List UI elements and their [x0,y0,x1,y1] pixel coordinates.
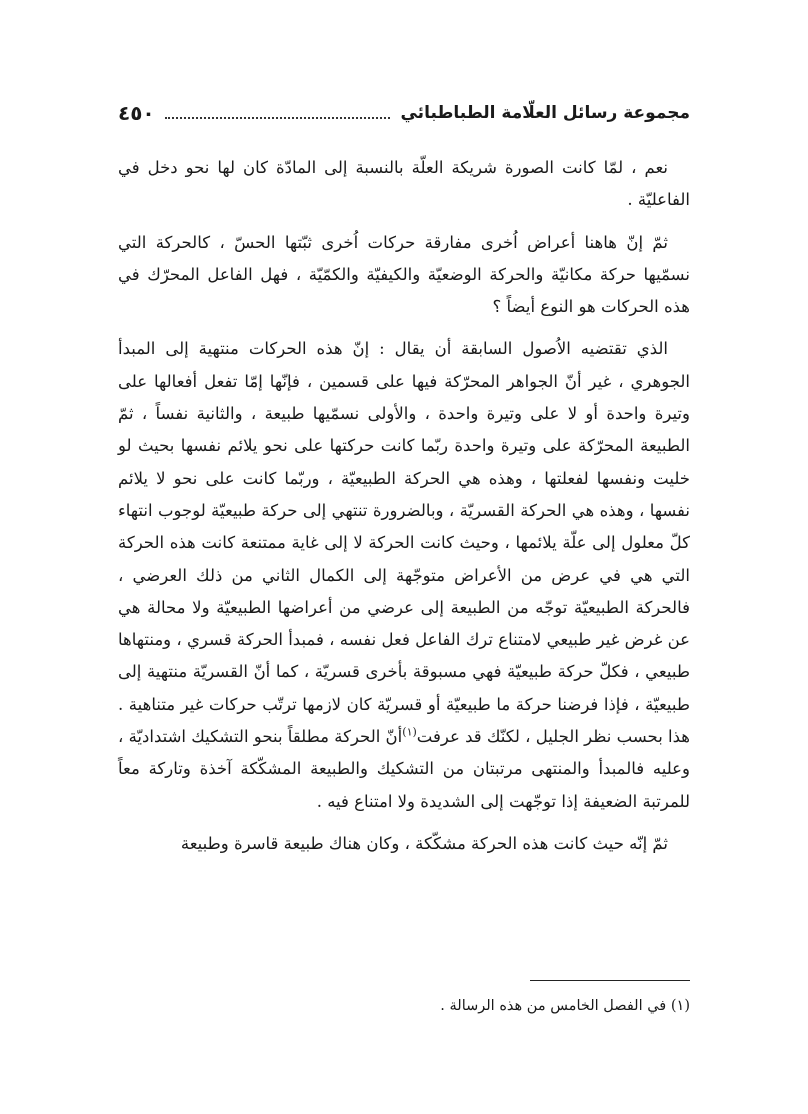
footnote-reference[interactable]: (١) [402,725,417,739]
paragraph-4: ثمّ إنّه حيث كانت هذه الحركة مشكّكة ، وكان هناك طبيعة قاسرة وطبيعة [180,833,668,853]
paragraph-1: نعم ، لمّا كانت الصورة شريكة العلّة بالنسبة إلى المادّة كان لها نحو دخل في الفاعليّة . [118,158,690,210]
footnote-rule [530,980,690,981]
footnote-marker: (١) [670,998,690,1014]
page-number: ٤٥٠ [118,101,155,125]
paragraph-3-text-b: أنّ الحركة مطلقاً بنحو التشكيك اشتداديّة ، وعليه فالمبدأ والمنتهى مرتبتان من التشكيك والطبيعة المشكّكة آخذة وتاركة معاً للمرتبة الضعيفة إذا توجّهت إلى الشديدة ولا امتناع فيه . [118,727,690,811]
page-header [118,96,690,130]
body-text [118,152,690,870]
footnote-text: في الفصل الخامس من هذه الرسالة . [440,998,667,1014]
dotted-leader [165,115,391,119]
paragraph-3-text-a: الذي تقتضيه الاُصول السابقة أن يقال : إنّ هذه الحركات منتهية إلى المبدأ الجوهري ، غير أنّ الجواهر المحرّكة فيها على قسمين ، فإنّها إمّا تفعل أفعالها على وتيرة واحدة أو لا على وتيرة واحدة ، والأولى نسمّيها طبيعة ، والثانية نفساً ، ثمّ الطبيعة المحرّكة على وتيرة واحدة ربّما كانت حركتها على نحو يلائم نفسها بحيث لو خليت ونفسها لفعلتها ، وهذه هي الحركة الطبيعيّة ، وربّما كانت على نحو لا يلائم نفسها ، وهذه هي الحركة القسريّة ، وبالضرورة تنتهي إلى حركة طبيعيّة لوجوب انتهاء كلّ معلول إلى علّة يلائمها ، وحيث كانت الحركة لا إلى غاية ممتنعة كانت هذه الحركة التي هي في عرض من الأعراض متوجّهة إلى الكمال الثاني من ذلك العرضي ، فالحركة الطبيعيّة توجّه من الطبيعة إلى عرضي من أعراضها الطبيعيّة ولا محالة هي عن غرض غير طبيعي لامتناع ترك الفاعل فعل نفسه ، فمبدأ الحركة قسري ، ومنتهاها طبيعي ، فكلّ حركة طبيعيّة فهي مسبوقة بأخرى قسريّة ، كما أنّ القسريّة منتهية إلى طبيعيّة ، فإذا فرضنا حركة ما طبيعيّة أو قسريّة كان لازمها ترتّب حركات غير متناهية . هذا بحسب نظر الجليل ، لكنّك قد عرفت [118,339,690,747]
paragraph-3 [118,333,690,817]
footnote [118,994,690,1018]
paragraph-2: ثمّ إنّ هاهنا أعراض اُخرى مفارقة حركات اُخرى ثبّتها الحسّ ، كالحركة التي نسمّيها حركة مكانيّة والحركة الوضعيّة والكيفيّة والكمّيّة ، فهل الفاعل المحرّك في هذه الحركات هو النوع أيضاً ؟ [118,232,690,317]
running-title: مجموعة رسائل العلّامة الطباطبائي [400,103,690,123]
